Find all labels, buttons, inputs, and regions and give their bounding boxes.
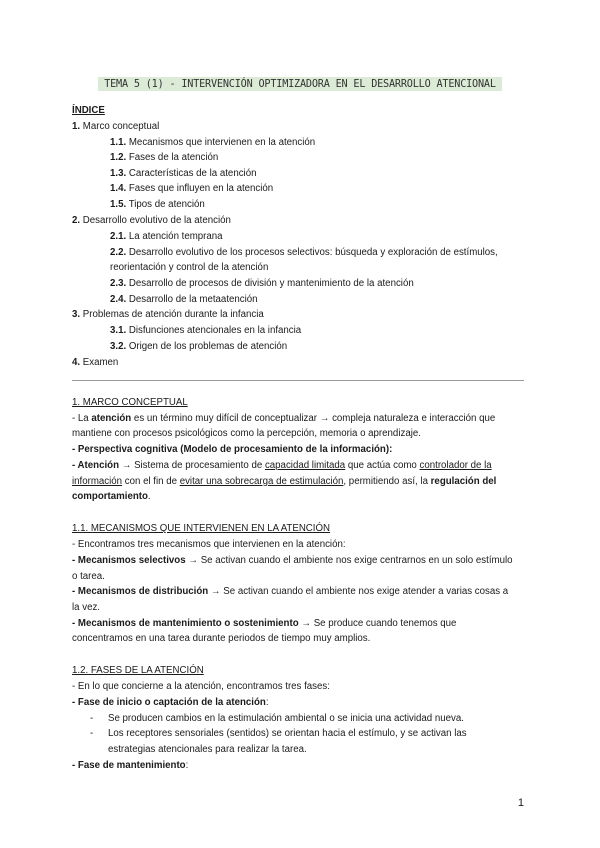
bullet-dash: - <box>90 728 94 739</box>
index-item-2-1 <box>110 231 223 243</box>
index-item-1 <box>72 121 159 133</box>
index-item-2-4 <box>110 294 258 306</box>
index-item-1-4 <box>110 183 273 195</box>
text: que actúa como <box>345 460 420 471</box>
bold-term: comportamiento <box>72 491 148 502</box>
index-label: Origen de los problemas de atención <box>126 341 288 352</box>
index-num: 3.1. <box>110 325 127 336</box>
text: → Sistema de procesamiento de <box>119 460 265 471</box>
bold-term: - Fase de inicio o captación de la atención <box>72 697 266 708</box>
index-label: Desarrollo de procesos de división y mantenimiento de la atención <box>126 278 414 289</box>
index-item-2-3 <box>110 278 414 290</box>
index-item-2-2-cont: reorientación y control de la atención <box>110 262 269 273</box>
index-num: 2. <box>72 215 81 226</box>
index-item-1-2 <box>110 152 218 164</box>
index-item-4 <box>72 357 118 369</box>
s11-line <box>72 586 508 598</box>
s12-line: - En lo que concierne a la atención, encontramos tres fases: <box>72 681 330 692</box>
title-container <box>0 74 600 92</box>
s12-line <box>72 697 269 709</box>
index-label: Problemas de atención durante la infancia <box>80 309 264 320</box>
index-num: 2.1. <box>110 231 127 242</box>
s11-line <box>72 555 513 567</box>
s11-line <box>72 618 456 630</box>
bold-term: - Mecanismos selectivos <box>72 555 186 566</box>
index-label: Mecanismos que intervienen en la atención <box>126 137 316 148</box>
index-item-1-3 <box>110 168 256 180</box>
index-label: Desarrollo de la metaatención <box>126 294 258 305</box>
index-num: 2.4. <box>110 294 127 305</box>
bullet-dash: - <box>90 713 94 724</box>
index-num: 1.4. <box>110 183 127 194</box>
s1-paragraph-line: mantiene con procesos psicológicos como la percepción, memoria o aprendizaje. <box>72 428 421 439</box>
bold-term: - Atención <box>72 460 119 471</box>
s1-perspective-line: - Perspectiva cognitiva (Modelo de procesamiento de la información): <box>72 444 393 455</box>
bold-term: - Mecanismos de mantenimiento o sostenimiento <box>72 618 299 629</box>
text: → Se activan cuando el ambiente nos exige atender a varias cosas a <box>208 586 509 597</box>
s1-paragraph-line <box>72 413 495 425</box>
index-heading: ÍNDICE <box>72 105 105 116</box>
text: , permitiendo así, la <box>343 476 431 487</box>
index-item-2-2 <box>110 247 498 259</box>
index-num: 1.5. <box>110 199 127 210</box>
text: - La <box>72 413 92 424</box>
s11-line: o tarea. <box>72 571 105 582</box>
text: es un término muy difícil de conceptualizar → compleja naturaleza e interacción que <box>131 413 496 424</box>
index-item-3-2 <box>110 341 287 353</box>
index-label: Marco conceptual <box>80 121 160 132</box>
index-label: Desarrollo evolutivo de la atención <box>80 215 231 226</box>
index-label: Tipos de atención <box>126 199 205 210</box>
index-item-1-1 <box>110 137 315 149</box>
index-num: 3. <box>72 309 81 320</box>
text: . <box>147 491 151 502</box>
s11-line: la vez. <box>72 602 100 613</box>
index-num: 1.2. <box>110 152 127 163</box>
index-item-1-5 <box>110 199 205 211</box>
page-number: 1 <box>517 797 524 809</box>
section-1-1-heading: 1.1. MECANISMOS QUE INTERVIENEN EN LA ATENCIÓN <box>72 523 331 534</box>
bold-term: - Mecanismos de distribución <box>72 586 209 597</box>
s12-bullet-line: estrategias atencionales para realizar la tarea. <box>108 744 307 755</box>
text: → Se activan cuando el ambiente nos exige centrarnos en un solo estímulo <box>185 555 513 566</box>
index-item-3-1 <box>110 325 301 337</box>
bold-term: atención <box>91 413 132 424</box>
section-1-heading: 1. MARCO CONCEPTUAL <box>72 397 188 408</box>
index-label: Disfunciones atencionales en la infancia <box>126 325 302 336</box>
index-label: Fases que influyen en la atención <box>126 183 274 194</box>
index-label: La atención temprana <box>126 231 223 242</box>
index-num: 4. <box>72 357 81 368</box>
index-num: 2.3. <box>110 278 127 289</box>
underlined-term: capacidad limitada <box>264 460 346 471</box>
index-num: 3.2. <box>110 341 127 352</box>
underlined-term: información <box>72 476 123 487</box>
index-num: 1.1. <box>110 137 127 148</box>
underlined-term: evitar una sobrecarga de estimulación <box>179 476 344 487</box>
index-label: Desarrollo evolutivo de los procesos selectivos: búsqueda y exploración de estímulos, <box>126 247 498 258</box>
text: : <box>185 760 189 771</box>
bold-term: regulación del <box>430 476 497 487</box>
s1-definition-line <box>72 460 492 472</box>
index-item-3 <box>72 309 264 321</box>
s1-definition-line <box>72 476 496 488</box>
underlined-term: controlador de la <box>419 460 492 471</box>
index-num: 1. <box>72 121 81 132</box>
index-label: Características de la atención <box>126 168 257 179</box>
s12-line <box>72 760 188 772</box>
index-num: 1.3. <box>110 168 127 179</box>
s12-bullet-line: Se producen cambios en la estimulación ambiental o se inicia una actividad nueva. <box>108 713 464 724</box>
index-label: Fases de la atención <box>126 152 219 163</box>
s11-line: concentramos en una tarea durante periodos de tiempo muy amplios. <box>72 633 371 644</box>
text: → Se produce cuando tenemos que <box>298 618 457 629</box>
s1-definition-line <box>72 491 151 503</box>
section-divider <box>72 380 524 381</box>
index-label: Examen <box>80 357 119 368</box>
index-num: 2.2. <box>110 247 127 258</box>
text: : <box>265 697 269 708</box>
s12-bullet-line: Los receptores sensoriales (sentidos) se orientan hacia el estímulo, y se activan las <box>108 728 467 739</box>
bold-term: - Fase de mantenimiento <box>72 760 186 771</box>
document-title: TEMA 5 (1) - INTERVENCIÓN OPTIMIZADORA EN EL DESARROLLO ATENCIONAL <box>98 77 502 91</box>
text: con el fin de <box>122 476 180 487</box>
s11-line: - Encontramos tres mecanismos que intervienen en la atención: <box>72 539 346 550</box>
index-item-2 <box>72 215 231 227</box>
section-1-2-heading: 1.2. FASES DE LA ATENCIÓN <box>72 665 204 676</box>
